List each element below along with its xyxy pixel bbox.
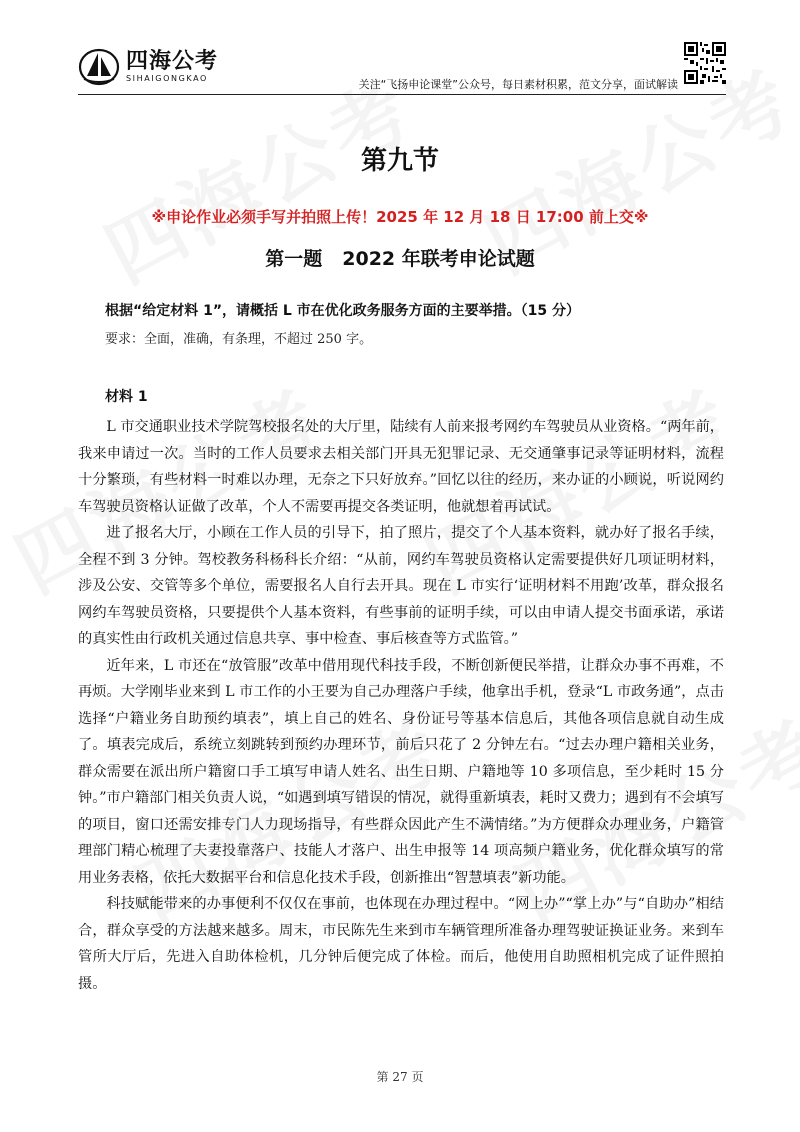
brand-name: 四海公考 bbox=[126, 49, 219, 74]
question-number: 第一题 bbox=[265, 248, 323, 270]
section-title: 第九节 bbox=[360, 146, 439, 176]
question-title bbox=[0, 244, 800, 271]
brand-logo bbox=[78, 48, 218, 86]
material-paragraph: 科技赋能带来的办事便利不仅仅在事前，也体现在办理过程中。“网上办”“掌上办”与“自助办”相结合，群众享受的方法越来越多。周末，市民陈先生来到市车辆管理所准备办理驾驶证换证业务。来到车管所大厅后，先进入自助体检机，几分钟后便完成了体检。而后，他使用自助照相机完成了证件照拍摄。 bbox=[78, 896, 724, 992]
header-divider bbox=[78, 94, 726, 95]
submission-notice: ※申论作业必须手写并拍照上传！2025 年 12 月 18 日 17:00 前上交※ bbox=[151, 208, 649, 226]
qr-code-icon[interactable] bbox=[684, 42, 726, 84]
header-slogan: 关注“飞扬申论课堂”公众号，每日素材积累，范文分享，面试解读 bbox=[358, 78, 678, 91]
brand-name-pinyin: SIHAIGONGKAO bbox=[126, 74, 208, 83]
question-requirement: 要求：全面，准确，有条理，不超过 250 字。 bbox=[105, 332, 373, 347]
material-paragraph: L 市交通职业技术学院驾校报名处的大厅里，陆续有人前来报考网约车驾驶员从业资格。“两年前，我来申请过一次。当时的工作人员要求去相关部门开具无犯罪记录、无交通肇事记录等证明材料，流程十分繁琐，有些材料一时难以办理，无奈之下只好放弃。”回忆以往的经历，来办证的小顾说，听说网约车驾驶员资格认证做了改革，个人不需要再提交各类证明，他就想着再试试。 bbox=[78, 419, 724, 515]
page-header bbox=[78, 40, 726, 96]
question-prompt: 根据“给定材料 1”，请概括 L 市在优化政务服务方面的主要举措。（15 分） bbox=[105, 303, 581, 319]
material-paragraph: 进了报名大厅，小顾在工作人员的引导下，拍了照片，提交了个人基本资料，就办好了报名手续，全程不到 3 分钟。驾校教务科杨科长介绍：“从前，网约车驾驶员资格认定需要提供好几项证明材料，涉及公安、交管等多个单位，需要报名人自行去开具。现在 L 市实行‘证明材料不用跑’改革，群众报名网约车驾驶员资格，只要提供个人基本资料，有些事前的证明手续，可以由申请人提交书面承诺，承诺的真实性由行政机关通过信息共享、事中检查、事后核查等方式监管。” bbox=[78, 525, 724, 647]
question-source: 2022 年联考申论试题 bbox=[342, 248, 535, 270]
material-text bbox=[78, 414, 724, 997]
material-label: 材料 1 bbox=[105, 389, 148, 405]
material-paragraph: 近年来，L 市还在“放管服”改革中借用现代科技手段，不断创新便民举措，让群众办事不再难，不再烦。大学刚毕业来到 L 市工作的小王要为自己办理落户手续，他拿出手机，登录“L 市政务通”，点击选择“户籍业务自助预约填表”，填上自己的姓名、身份证号等基本信息后，其他各项信息就自动生成了。填表完成后，系统立刻跳转到预约办理环节，前后只花了 2 分钟左右。“过去办理户籍相关业务，群众需要在派出所户籍窗口手工填写申请人姓名、出生日期、户籍地等 10 多项信息，至少耗时 15 分钟。”市户籍部门相关负责人说，“如遇到填写错误的情况，就得重新填表，耗时又费力；遇到有不会填写的项目，窗口还需安排专门人力现场指导，有些群众因此产生不满情绪。”为方便群众办理业务，户籍管理部门精心梳理了夫妻投靠落户、技能人才落户、出生申报等 14 项高频户籍业务，优化群众填写的常用业务表格，依托大数据平台和信息化技术手段，创新推出“智慧填表”新功能。 bbox=[78, 657, 724, 886]
sailboat-logo-icon bbox=[78, 48, 120, 86]
page-number: 第 27 页 bbox=[376, 1070, 424, 1084]
